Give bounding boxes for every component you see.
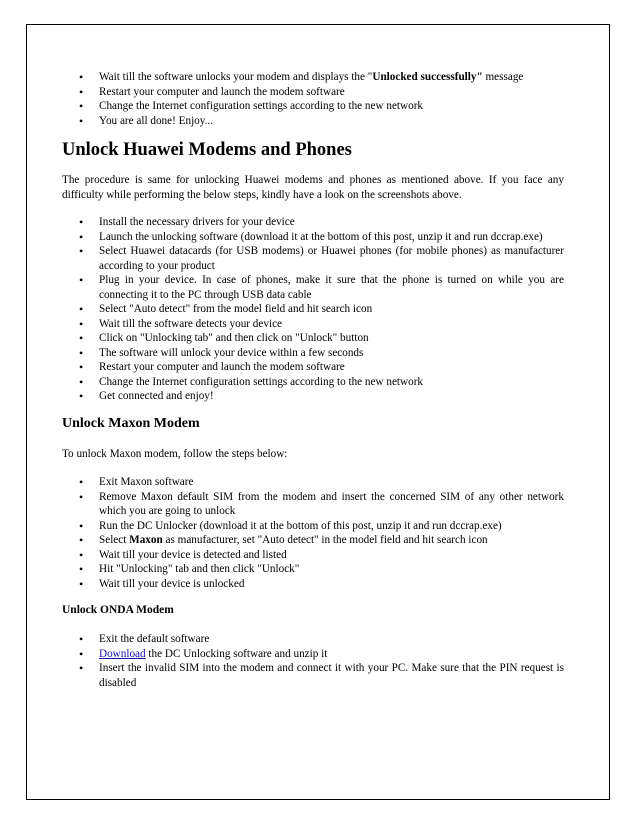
huawei-intro: The procedure is same for unlocking Huawei modems and phones as mentioned above. If you face any difficulty while performing the below steps, kindly have a look on the screenshots above. bbox=[62, 174, 564, 201]
bold-text: Unlocked successfully" bbox=[372, 71, 483, 83]
huawei-steps-list bbox=[62, 215, 564, 404]
maxon-heading: Unlock Maxon Modem bbox=[62, 415, 200, 431]
maxon-steps-list bbox=[62, 475, 564, 591]
list-item: • Change the Internet configuration settings according to the new network bbox=[62, 99, 564, 114]
list-item: • Select Huawei datacards (for USB modems) or Huawei phones (for mobile phones) as manufacturer according to your product bbox=[62, 244, 564, 273]
top-steps-list bbox=[62, 70, 564, 128]
list-item: • Download the DC Unlocking software and unzip it bbox=[62, 647, 564, 662]
onda-steps-list bbox=[62, 632, 564, 690]
list-item: • Restart your computer and launch the modem software bbox=[62, 360, 564, 375]
document-content bbox=[62, 70, 564, 690]
list-item: • Wait till the software detects your device bbox=[62, 317, 564, 332]
list-item: • Exit the default software bbox=[62, 632, 564, 647]
list-item: • Wait till your device is detected and listed bbox=[62, 548, 564, 563]
list-item: • Hit "Unlocking" tab and then click "Unlock" bbox=[62, 562, 564, 577]
list-item: • Remove Maxon default SIM from the modem and insert the concerned SIM of any other network which you are going to unlock bbox=[62, 490, 564, 519]
maxon-intro: To unlock Maxon modem, follow the steps below: bbox=[62, 447, 288, 460]
list-item: • Install the necessary drivers for your device bbox=[62, 215, 564, 230]
onda-heading: Unlock ONDA Modem bbox=[62, 604, 174, 616]
huawei-heading: Unlock Huawei Modems and Phones bbox=[62, 140, 352, 160]
list-item: • Exit Maxon software bbox=[62, 475, 564, 490]
list-item: • Wait till your device is unlocked bbox=[62, 577, 564, 592]
list-item: • Plug in your device. In case of phones, make it sure that the phone is turned on while you are connecting it to the PC through USB data cable bbox=[62, 273, 564, 302]
list-item: • The software will unlock your device within a few seconds bbox=[62, 346, 564, 361]
list-item: • Click on "Unlocking tab" and then click on "Unlock" button bbox=[62, 331, 564, 346]
list-item: • Insert the invalid SIM into the modem and connect it with your PC. Make sure that the PIN request is disabled bbox=[62, 661, 564, 690]
list-item: • Get connected and enjoy! bbox=[62, 389, 564, 404]
download-link[interactable]: Download bbox=[99, 647, 146, 660]
bold-text: Maxon bbox=[129, 534, 163, 546]
list-item: • Wait till the software unlocks your modem and displays the "Unlocked successfully" message bbox=[62, 70, 564, 85]
list-item: • Run the DC Unlocker (download it at the bottom of this post, unzip it and run dccrap.exe) bbox=[62, 519, 564, 534]
list-item: • Change the Internet configuration settings according to the new network bbox=[62, 375, 564, 390]
list-item: • You are all done! Enjoy... bbox=[62, 114, 564, 129]
list-item: • Select Maxon as manufacturer, set "Auto detect" in the model field and hit search icon bbox=[62, 533, 564, 548]
list-item: • Restart your computer and launch the modem software bbox=[62, 85, 564, 100]
list-item: • Launch the unlocking software (download it at the bottom of this post, unzip it and run dccrap.exe) bbox=[62, 230, 564, 245]
list-item: • Select "Auto detect" from the model field and hit search icon bbox=[62, 302, 564, 317]
